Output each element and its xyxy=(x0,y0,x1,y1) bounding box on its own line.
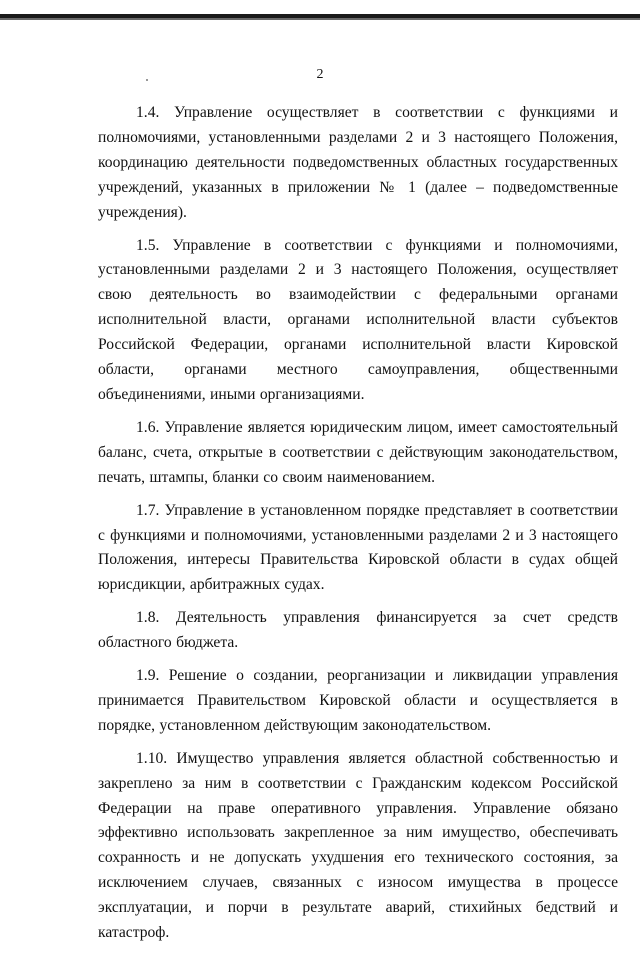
paragraph-1-4: 1.4. Управление осуществляет в соответствии с функциями и полномочиями, установленными разделами 2 и 3 настоящего Положения, координацию деятельности подведомственных областных государственных учреждений, указанных в приложении № 1 (далее – подведомственные учреждения). xyxy=(98,104,618,221)
paragraph-1-9: 1.9. Решение о создании, реорганизации и ликвидации управления принимается Правительством Кировской области и осуществляется в порядке, установленном действующим законодательством. xyxy=(98,667,618,734)
paragraph-1-7: 1.7. Управление в установленном порядке представляет в соответствии с функциями и полномочиями, установленными разделами 2 и 3 настоящего Положения, интересы Правительства Кировской области в судах общей юрисдикции, арбитражных судах. xyxy=(98,501,618,594)
paragraph-1-10: 1.10. Имущество управления является областной собственностью и закреплено за ним в соответствии с Гражданским кодексом Российской Федерации на праве оперативного управления. Управление обязано эффективно использовать закрепленное за ним имущество, обеспечивать сохранность и не допускать ухудшения его технического состояния, за исключением случаев, связанных с износом имущества в процессе эксплуатации, и порчи в результате аварий, стихийных бедствий и катастроф. xyxy=(98,749,618,942)
paragraph-1-6: 1.6. Управление является юридическим лицом, имеет самостоятельный баланс, счета, открытые в соответствии с действующим законодательством, печать, штампы, бланки со своим наименованием. xyxy=(98,418,618,486)
scan-top-edge-shadow xyxy=(0,18,640,20)
document-body xyxy=(98,101,618,954)
page-number: 2 xyxy=(316,67,324,82)
paragraph-1-8: 1.8. Деятельность управления финансируется за счет средств областного бюджета. xyxy=(98,609,618,652)
paragraph-1-5: 1.5. Управление в соответствии с функциями и полномочиями, установленными разделами 2 и 3 настоящего Положения, осуществляет свою деятельность во взаимодействии с федеральными органами исполнительной власти, органами исполнительной власти субъектов Российской Федерации, органами исполнительной власти Кировской области, органами местного самоуправления, общественными объединениями, иными организациями. xyxy=(98,236,618,403)
